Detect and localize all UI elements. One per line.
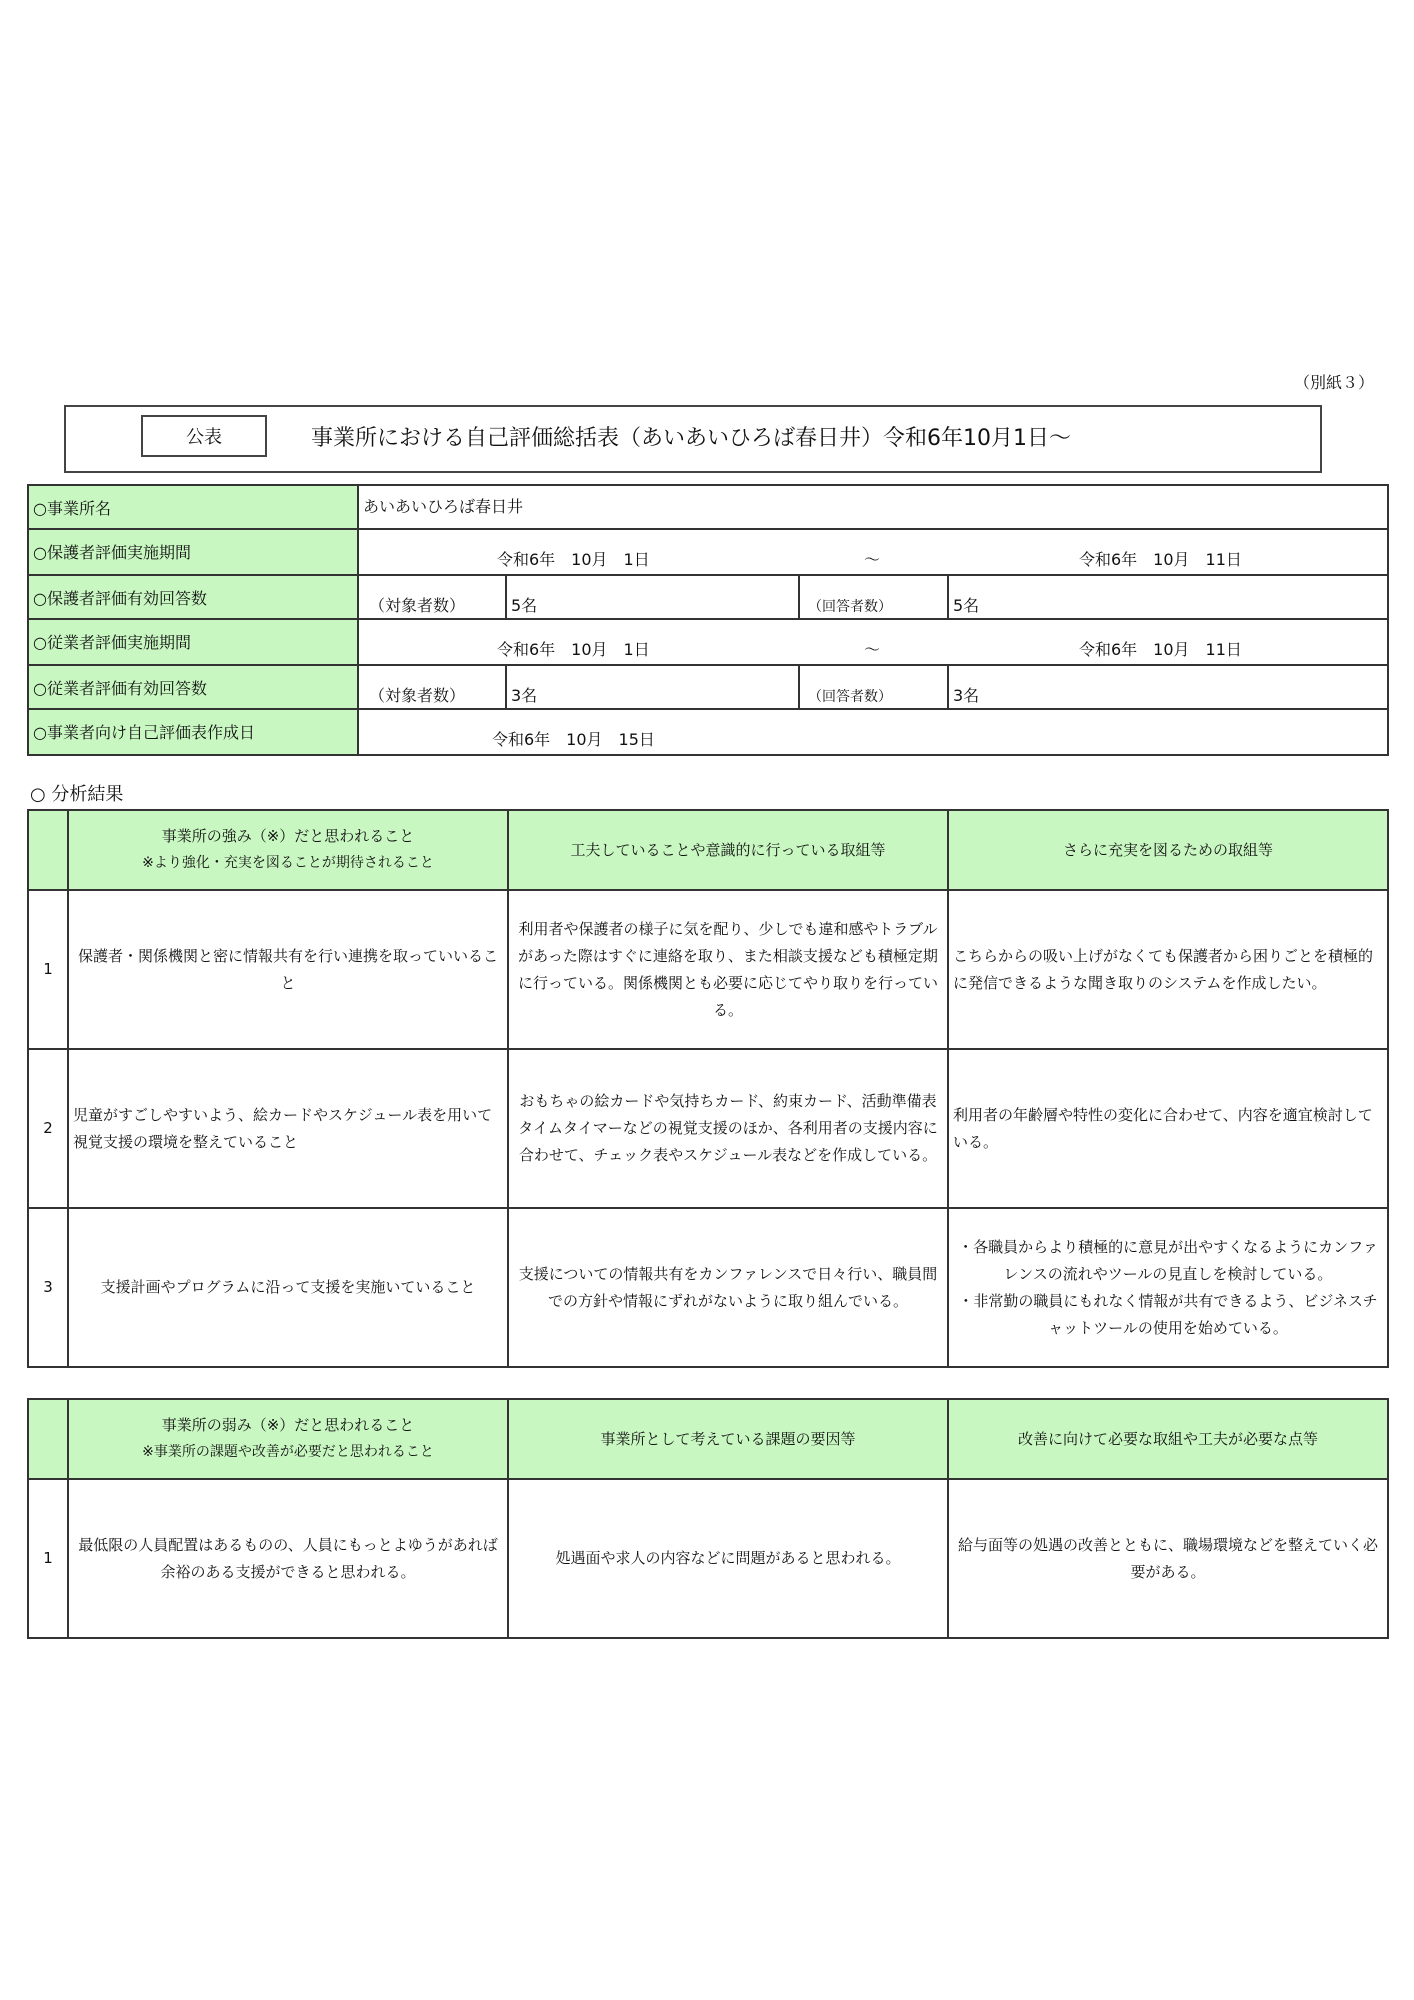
- improve-text-item-1: ・各職員からより積極的に意見が出やすくなるようにカンファレンスの流れやツールの見直しを検討している。: [958, 1237, 1378, 1283]
- strengths-header-col1: [68, 810, 508, 890]
- guardian-target-value: 5名: [506, 575, 799, 619]
- strengths-header-col3: さらに充実を図るための取組等: [948, 810, 1388, 890]
- weaknesses-header-col2: 事業所として考えている課題の要因等: [508, 1399, 948, 1479]
- staff-period-label: ○従業者評価実施期間: [28, 619, 358, 665]
- strength-text: 保護者・関係機関と密に情報共有を行い連携を取っていいること: [68, 890, 508, 1049]
- weaknesses-header-col1-main: 事業所の弱み（※）だと思われること: [161, 1416, 415, 1434]
- weaknesses-table: [27, 1398, 1389, 1639]
- info-row-self-eval-date: [28, 709, 1388, 755]
- table-row: [28, 890, 1388, 1049]
- row-number: 1: [28, 1479, 68, 1638]
- guardian-period-separator: ～: [864, 550, 881, 569]
- weaknesses-header-col1-sub: ※事業所の課題や改善が必要だと思われること: [142, 1444, 434, 1460]
- guardian-period-end: 令和6年 10月 11日: [1079, 550, 1242, 569]
- self-eval-date-value: 令和6年 10月 15日: [492, 730, 655, 749]
- staff-period-end: 令和6年 10月 11日: [1079, 640, 1242, 659]
- staff-period-separator: ～: [864, 640, 881, 659]
- cause-text: 処遇面や求人の内容などに問題があると思われる。: [508, 1479, 948, 1638]
- strengths-header-row: [28, 810, 1388, 890]
- info-row-office-name: [28, 485, 1388, 529]
- strength-text: 児童がすごしやすいよう、絵カードやスケジュール表を用いて視覚支援の環境を整えていること: [68, 1049, 508, 1208]
- staff-responses-label: ○従業者評価有効回答数: [28, 665, 358, 709]
- guardian-respondents-label: （回答者数）: [799, 575, 948, 619]
- info-row-guardian-period: [28, 529, 1388, 575]
- strengths-header-col2: 工夫していることや意識的に行っている取組等: [508, 810, 948, 890]
- strength-text: 支援計画やプログラムに沿って支援を実施いていること: [68, 1208, 508, 1367]
- improve-text: 利用者の年齢層や特性の変化に合わせて、内容を適宜検討している。: [948, 1049, 1388, 1208]
- row-number: 1: [28, 890, 68, 1049]
- guardian-period-start: 令和6年 10月 1日: [497, 550, 650, 569]
- strengths-table: [27, 809, 1389, 1368]
- table-row: [28, 1208, 1388, 1367]
- self-eval-date-label: ○事業者向け自己評価表作成日: [28, 709, 358, 755]
- improve-text: こちらからの吸い上げがなくても保護者から困りごとを積極的に発信できるような聞き取りのシステムを作成したい。: [948, 890, 1388, 1049]
- strengths-header-num: [28, 810, 68, 890]
- improve-text-item-2: ・非常勤の職員にもれなく情報が共有できるよう、ビジネスチャットツールの使用を始めている。: [958, 1291, 1378, 1337]
- guardian-target-label: （対象者数）: [358, 575, 506, 619]
- weaknesses-header-col1: [68, 1399, 508, 1479]
- table-row: [28, 1049, 1388, 1208]
- staff-target-value: 3名: [506, 665, 799, 709]
- office-name-label: ○事業所名: [28, 485, 358, 529]
- guardian-period-label: ○保護者評価実施期間: [28, 529, 358, 575]
- title-box: [64, 405, 1322, 473]
- row-number: 2: [28, 1049, 68, 1208]
- table-row: [28, 1479, 1388, 1638]
- effort-text: おもちゃの絵カードや気持ちカード、約束カード、活動準備表タイムタイマーなどの視覚支援のほか、各利用者の支援内容に合わせて、チェック表やスケジュール表などを作成している。: [508, 1049, 948, 1208]
- staff-target-label: （対象者数）: [358, 665, 506, 709]
- page-title: 事業所における自己評価総括表（あいあいひろば春日井）令和6年10月1日～: [311, 426, 1071, 451]
- strengths-header-col1-main: 事業所の強み（※）だと思われること: [161, 827, 415, 845]
- effort-text: 支援についての情報共有をカンファレンスで日々行い、職員間での方針や情報にずれがないように取り組んでいる。: [508, 1208, 948, 1367]
- staff-respondents-label: （回答者数）: [799, 665, 948, 709]
- info-table: [27, 484, 1389, 756]
- attachment-label: （別紙３）: [1293, 373, 1374, 392]
- info-row-staff-responses: [28, 665, 1388, 709]
- weaknesses-header-col3: 改善に向けて必要な取組や工夫が必要な点等: [948, 1399, 1388, 1479]
- improve-text: 給与面等の処遇の改善とともに、職場環境などを整えていく必要がある。: [948, 1479, 1388, 1638]
- staff-period-start: 令和6年 10月 1日: [497, 640, 650, 659]
- weaknesses-header-row: [28, 1399, 1388, 1479]
- staff-respondents-value: 3名: [948, 665, 1388, 709]
- info-row-guardian-responses: [28, 575, 1388, 619]
- effort-text: 利用者や保護者の様子に気を配り、少しでも違和感やトラブルがあった際はすぐに連絡を取り、また相談支援なども積極定期に行っている。関係機関とも必要に応じてやり取りを行っている。: [508, 890, 948, 1049]
- guardian-respondents-value: 5名: [948, 575, 1388, 619]
- row-number: 3: [28, 1208, 68, 1367]
- analysis-heading: ○ 分析結果: [30, 784, 124, 805]
- weaknesses-header-num: [28, 1399, 68, 1479]
- strengths-header-col1-sub: ※より強化・充実を図ることが期待されること: [142, 855, 434, 871]
- office-name-value: あいあいひろば春日井: [358, 485, 1388, 529]
- info-row-staff-period: [28, 619, 1388, 665]
- weakness-text: 最低限の人員配置はあるものの、人員にもっとよゆうがあれば余裕のある支援ができると思われる。: [68, 1479, 508, 1638]
- improve-text: [948, 1208, 1388, 1367]
- guardian-responses-label: ○保護者評価有効回答数: [28, 575, 358, 619]
- public-tag: 公表: [141, 415, 267, 457]
